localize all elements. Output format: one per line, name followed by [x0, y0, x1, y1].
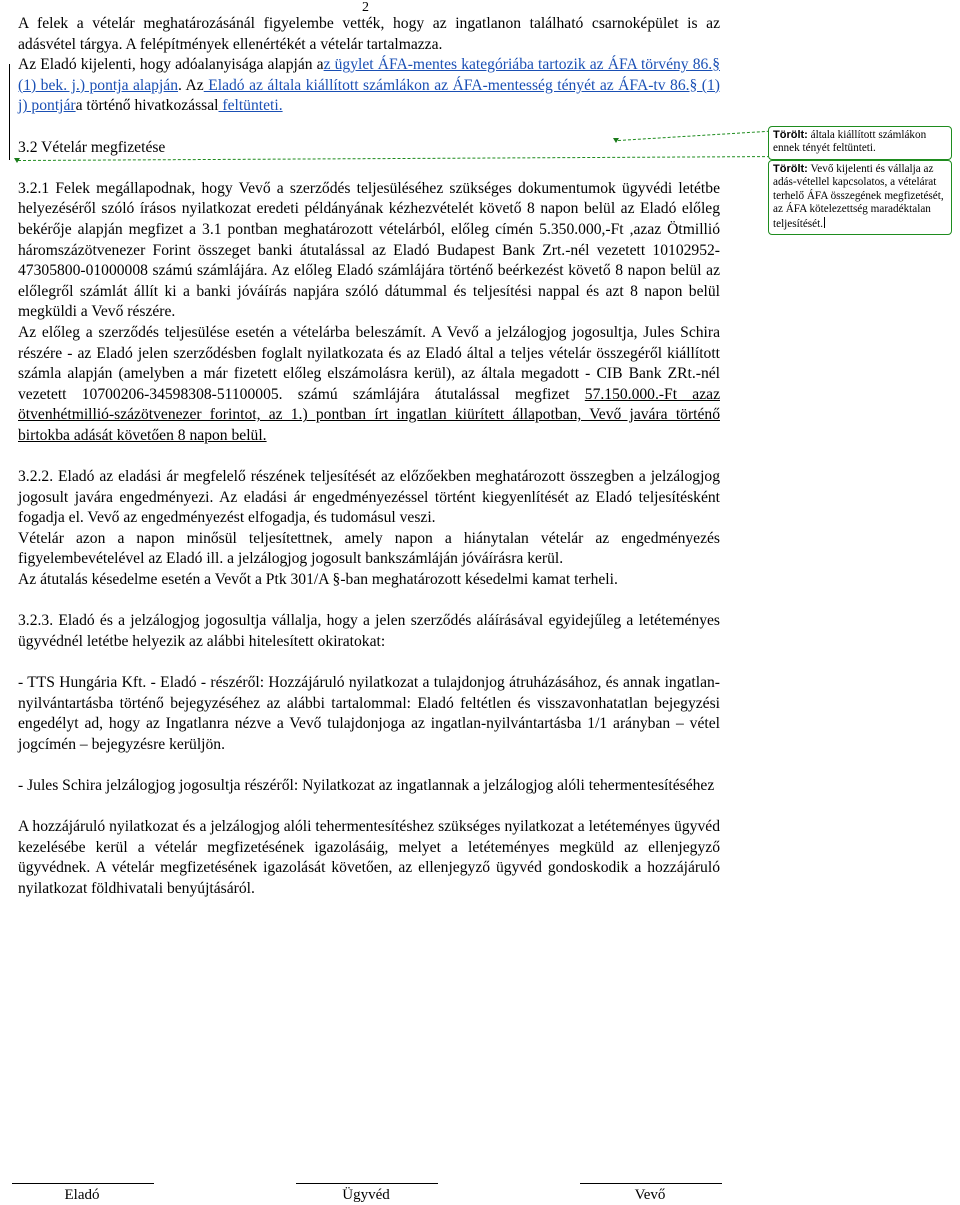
- signature-label-vevo: Vevő: [634, 1187, 666, 1203]
- text-cursor-icon: [824, 217, 825, 228]
- comment-text: általa kiállított számlákon ennek tényét feltünteti.: [773, 129, 927, 155]
- paragraph-3-2-1-cont: [18, 323, 720, 447]
- comment-label: Törölt:: [773, 129, 808, 141]
- signature-label-elado: Eladó: [64, 1187, 100, 1203]
- paragraph-3-2-3: 3.2.3. Eladó és a jelzálogjog jogosultja vállalja, hogy a jelen szerződés aláírásával egyidejűleg a letéteményes ügyvédnél letétbe helyezik az alábbi hitelesített okiratokat:: [18, 612, 720, 650]
- signature-line-vevo: [580, 1183, 722, 1184]
- comment-balloon-deleted-1[interactable]: [768, 126, 952, 160]
- intro-paragraph-1: A felek a vételár meghatározásánál figyelembe vették, hogy az ingatlanon található csarnoképület is az adásvétel tárgya. A felépítmények ellenértékét a vételár tartalmazza.: [18, 15, 720, 53]
- text-run: Az Eladó kijelenti, hogy adóalanyisága alapján a: [18, 56, 324, 74]
- text-run: Az előleg a szerződés teljesülése esetén a vételárba beleszámít. A Vevő a jelzálogjog jogosultja, Jules Schira részére - az Eladó jelen szerződésben foglalt nyilatkozata és az Eladó által a teljes vételár összegéről kiállított számla alapján (amelyben a már fizetett előleg elszámolásra kerül), az általa megadott - CIB Bank ZRt.-nél vezetett 10700206-34598308-51100005. számú számlájára átutalással megfizet: [18, 323, 720, 403]
- inserted-text: feltünteti.: [218, 97, 283, 115]
- comment-balloon-deleted-2[interactable]: [768, 160, 952, 235]
- paragraph-schira: - Jules Schira jelzálogjog jogosultja részéről: Nyilatkozat az ingatlannak a jelzálogjog alóli tehermentesítéséhez: [18, 776, 715, 794]
- paragraph-tts: - TTS Hungária Kft. - Eladó - részéről: Hozzájáruló nyilatkozat a tulajdonjog átruházásához, és annak ingatlan-nyilvántartásba történő bejegyzéséhez az alábbi tartalommal: Eladó feltétlen és visszavonhatatlan bejegyzési engedélyt ad, hogy az Ingatlanra nézve a Vevő tulajdonjoga az ingatlan-nyilvántartásba 1/1 arányban – vétel jogcímén – bejegyzésre kerüljön.: [18, 674, 720, 753]
- change-bar: [9, 64, 10, 160]
- inserted-text: z ügylet ÁFA-mentes kategóriába tartozik az ÁFA törvény 86.§ (1) bek. j.) pontja alapján: [18, 56, 720, 94]
- comment-text: Vevő kijelenti és vállalja az adás-vétellel kapcsolatos, a vételárat terhelő ÁFA összegének megfizetését, az ÁFA kötelezettség maradéktalan teljesítését.: [773, 163, 944, 230]
- text-run: . Az: [178, 76, 204, 94]
- text-run: a történő hivatkozással: [75, 97, 219, 115]
- signature-label-ugyved: Ügyvéd: [342, 1187, 390, 1203]
- comment-label: Törölt:: [773, 163, 808, 175]
- underlined-text: 57.150.000.-Ft azaz ötvenhétmillió-százötvenezer forintot, az 1.) pontban írt ingatlan kiürített állapotban, Vevő javára történő birtokba adását követően 8 napon belül.: [18, 385, 720, 444]
- paragraph-deposit: A hozzájáruló nyilatkozat és a jelzálogjog alóli tehermentesítéshez szükséges nyilatkozat a letéteményes ügyvéd kezelésébe kerül a vételár megfizetésének igazolásáig, melyet a letéteményes megküld az ellenjegyző ügyvédnek. A vételár megfizetésének igazolását követően, az ellenjegyző ügyvéd gondoskodik a hozzájáruló nyilatkozat földhivatali benyújtásáról.: [18, 818, 720, 897]
- signature-line-ugyved: [296, 1183, 438, 1184]
- document-body: [18, 14, 720, 900]
- intro-paragraph-2: [18, 55, 720, 117]
- paragraph-3-2-2: 3.2.2. Eladó az eladási ár megfelelő részének teljesítését az előzőekben meghatározott összegben a jelzálogjog jogosult javára engedményezi. Az eladási ár engedményezéssel történt kiegyenlítését az Eladó teljesítésként fogadja el. Vevő az engedményezést elfogadja, és tudomásul veszi.: [18, 468, 720, 527]
- paragraph-3-2-2-c: Az átutalás késedelme esetén a Vevőt a Ptk 301/A §-ban meghatározott késedelmi kamat terheli.: [18, 571, 618, 589]
- page-number: 2: [362, 0, 369, 15]
- paragraph-3-2-2-b: Vételár azon a napon minősül teljesítettnek, amely napon a hiánytalan vételár az engedményezés figyelembevételével az Eladó ill. a jelzálogjog jogosult bankszámláján jóváírásra kerül.: [18, 529, 720, 568]
- signature-line-elado: [12, 1183, 154, 1184]
- paragraph-3-2-1: 3.2.1 Felek megállapodnak, hogy Vevő a szerződés teljesüléséhez szükséges dokumentumok ügyvédi letétbe helyezéséről szóló írásos nyilatkozat eredeti példányának kézhezvételét követő 8 napon belül az Eladó előleg bekérője alapján megfizet a 3.1 pontban meghatározott vételárból, előleg címén 5.350.000,-Ft ,azaz Ötmillió háromszázötvenezer Forint összeget banki átutalással az Eladó Budapest Bank Zrt.-nél vezetett 10102952-47305800-01000008 számú számlájára. Az előleg Eladó számlájára történő beérkezést követő 8 napon belül az előlegről számlát állít ki a banki jóváírás napjára szóló dátummal és teljesítési nappal és azt 8 napon belül megküldi a Vevő részére.: [18, 179, 720, 321]
- section-heading: 3.2 Vételár megfizetése: [18, 138, 166, 156]
- inserted-text: Eladó az általa kiállított számlákon az ÁFA-mentesség tényét az ÁFA-tv 86.§ (1) j) pontjár: [18, 76, 720, 115]
